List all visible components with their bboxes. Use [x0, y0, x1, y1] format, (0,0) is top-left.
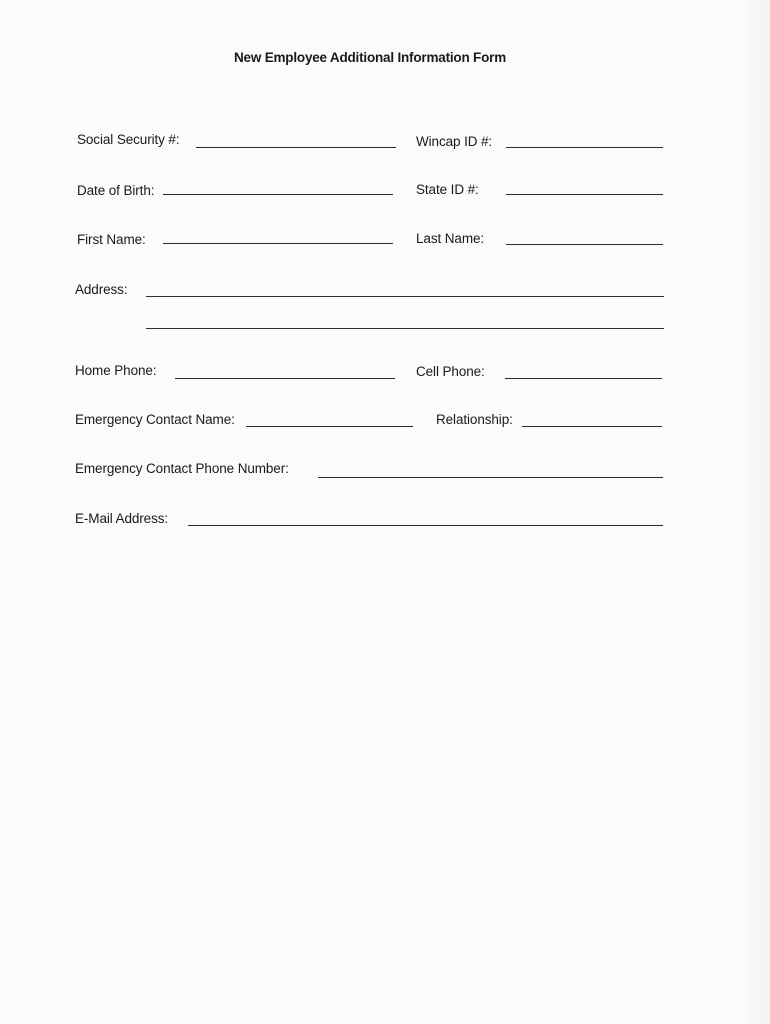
first-name-field[interactable] [163, 243, 393, 244]
address-line-2-field[interactable] [146, 328, 664, 329]
emergency-contact-phone-field[interactable] [318, 477, 663, 478]
ssn-label: Social Security #: [77, 132, 180, 147]
home-phone-field[interactable] [175, 378, 395, 379]
wincap-id-field[interactable] [506, 147, 663, 148]
dob-label: Date of Birth: [77, 183, 155, 198]
state-id-label: State ID #: [416, 182, 479, 197]
cell-phone-label: Cell Phone: [416, 364, 485, 379]
home-phone-label: Home Phone: [75, 363, 157, 378]
wincap-id-label: Wincap ID #: [416, 134, 493, 149]
emergency-contact-phone-label: Emergency Contact Phone Number: [75, 461, 289, 476]
address-line-1-field[interactable] [146, 296, 664, 297]
relationship-label: Relationship: [436, 412, 513, 427]
cell-phone-field[interactable] [505, 378, 662, 379]
relationship-field[interactable] [522, 426, 662, 427]
emergency-contact-name-field[interactable] [246, 426, 413, 427]
state-id-field[interactable] [506, 194, 663, 195]
first-name-label: First Name: [77, 232, 146, 247]
scan-edge-shadow [740, 0, 770, 1024]
ssn-field[interactable] [196, 147, 396, 148]
form-title: New Employee Additional Information Form [233, 50, 507, 65]
email-field[interactable] [188, 525, 663, 526]
last-name-label: Last Name: [416, 231, 485, 246]
emergency-contact-name-label: Emergency Contact Name: [75, 412, 235, 427]
last-name-field[interactable] [506, 244, 663, 245]
email-label: E-Mail Address: [75, 511, 169, 526]
address-label: Address: [75, 282, 128, 297]
dob-field[interactable] [163, 194, 393, 195]
